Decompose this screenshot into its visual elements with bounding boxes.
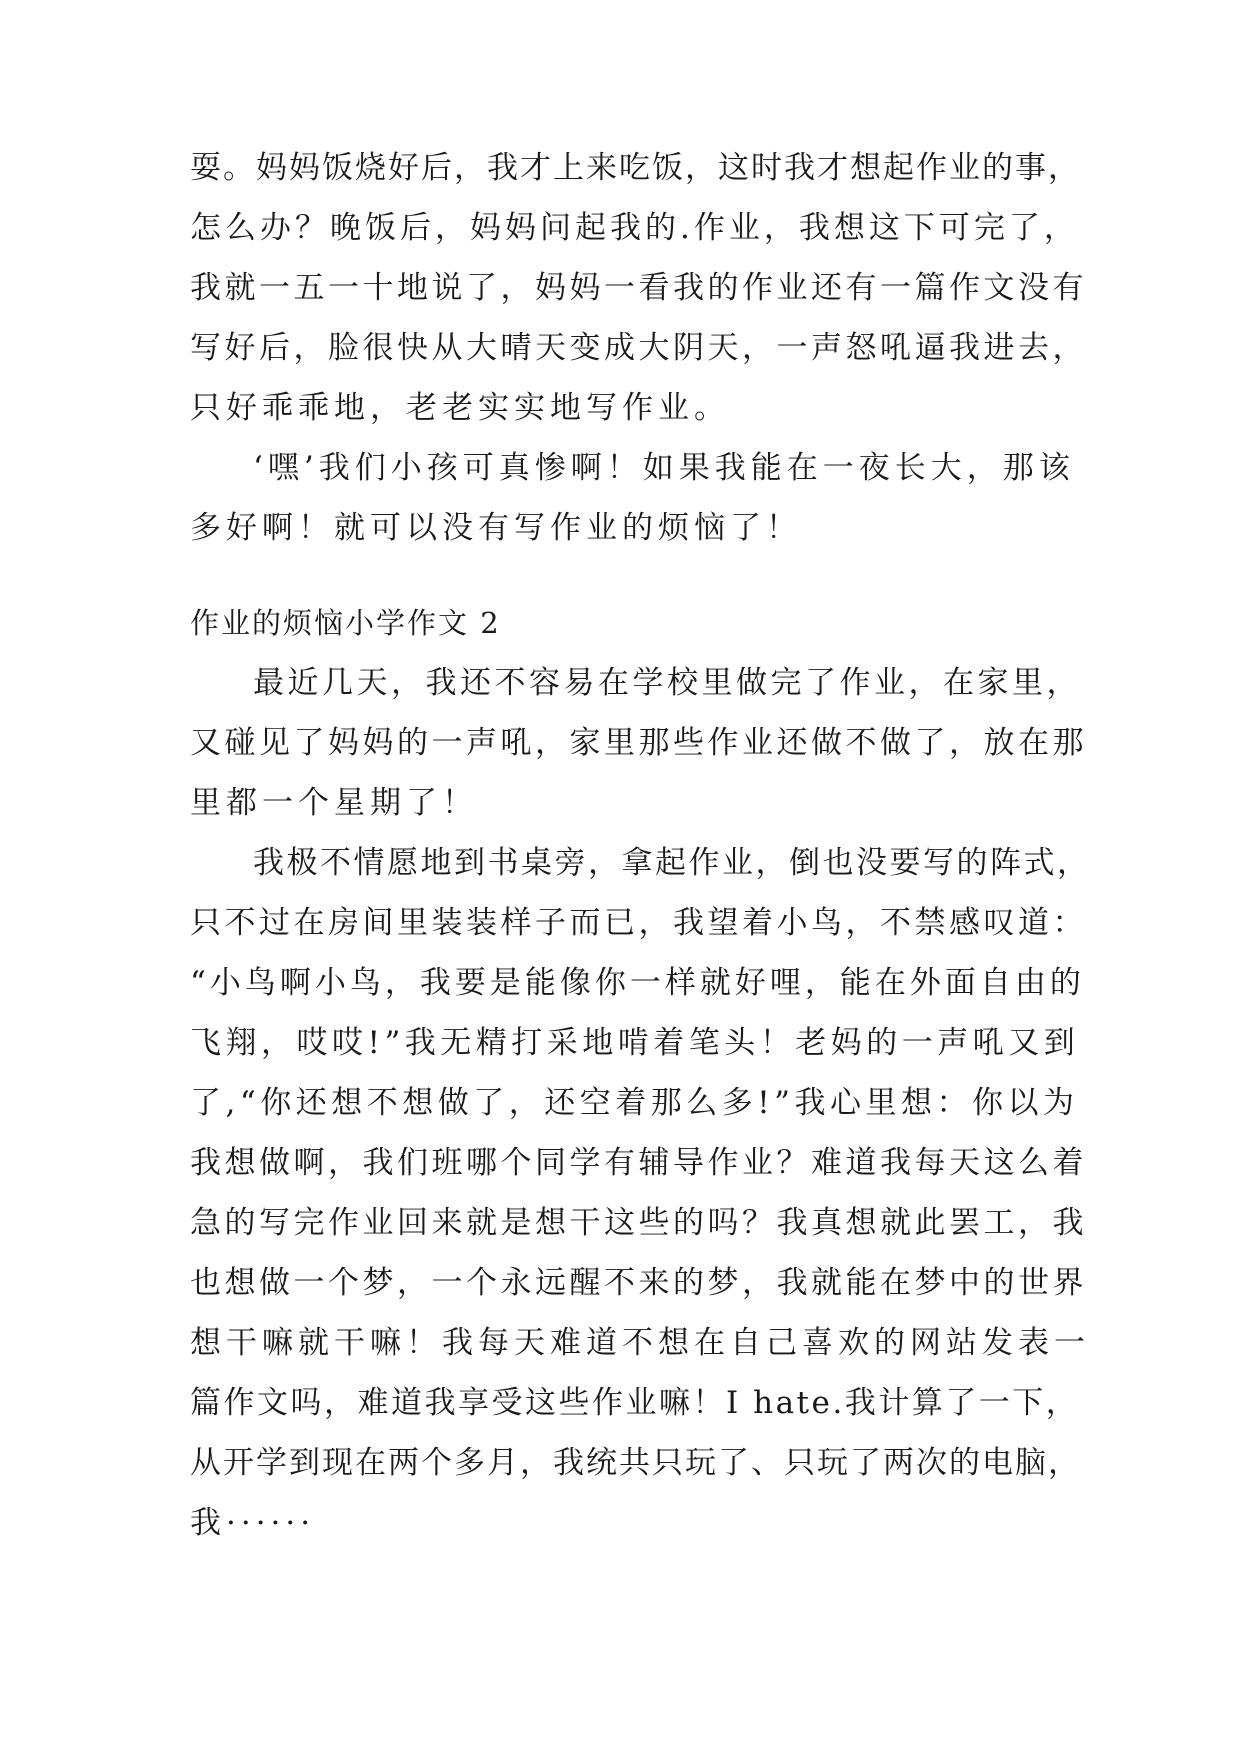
- paragraph-line: 想干嘛就干嘛！我每天难道不想在自己喜欢的网站发表一: [190, 1325, 1090, 1361]
- paragraph-line: 急的写完作业回来就是想干这些的吗？我真想就此罢工，我: [190, 1205, 1087, 1241]
- paragraph-line: 我······: [190, 1505, 316, 1541]
- paragraph-line: 怎么办？晚饭后，妈妈问起我的.作业，我想这下可完了，: [190, 210, 1079, 246]
- paragraph-line: 从开学到现在两个多月，我统共只玩了、只玩了两次的电脑，: [190, 1445, 1081, 1481]
- paragraph-line: 最近几天，我还不容易在学校里做完了作业，在家里，: [253, 665, 1081, 701]
- section-heading: 作业的烦恼小学作文 2: [190, 606, 501, 640]
- paragraph-line: 我极不情愿地到书桌旁，拿起作业，倒也没要写的阵式，: [253, 845, 1091, 881]
- paragraph-line: 篇作文吗，难道我享受这些作业嘛！I hate.我计算了一下，: [190, 1385, 1080, 1421]
- paragraph-line: 我想做啊，我们班哪个同学有辅导作业？难道我每天这么着: [190, 1145, 1087, 1181]
- paragraph-line: 只不过在房间里装装样子而已，我望着小鸟，不禁感叹道：: [190, 905, 1087, 941]
- paragraph-line: 我就一五一十地说了，妈妈一看我的作业还有一篇作文没有: [190, 270, 1087, 306]
- paragraph-line: 里都一个星期了！: [190, 785, 478, 821]
- paragraph-line: ‘嘿’我们小孩可真惨啊！如果我能在一夜长大，那该: [253, 450, 1075, 486]
- paragraph-line: 了,“你还想不想做了，还空着那么多!”我心里想：你以为: [190, 1085, 1079, 1121]
- paragraph-line: 多好啊！就可以没有写作业的烦恼了！: [190, 510, 802, 546]
- paragraph-line: 又碰见了妈妈的一声吼，家里那些作业还做不做了，放在那: [190, 725, 1087, 761]
- paragraph-line: 写好后，脸很快从大晴天变成大阴天，一声怒吼逼我进去，: [190, 330, 1087, 366]
- paragraph-line: 也想做一个梦，一个永远醒不来的梦，我就能在梦中的世界: [190, 1265, 1087, 1301]
- paragraph-line: 只好乖乖地，老老实实地写作业。: [190, 390, 730, 426]
- paragraph-line: “小鸟啊小鸟，我要是能像你一样就好哩，能在外面自由的: [190, 965, 1085, 1001]
- paragraph-line: 耍。妈妈饭烧好后，我才上来吃饭，这时我才想起作业的事，: [190, 150, 1081, 186]
- paragraph-line: 飞翔，哎哎!”我无精打采地啃着笔头！老妈的一声吼又到: [190, 1025, 1080, 1061]
